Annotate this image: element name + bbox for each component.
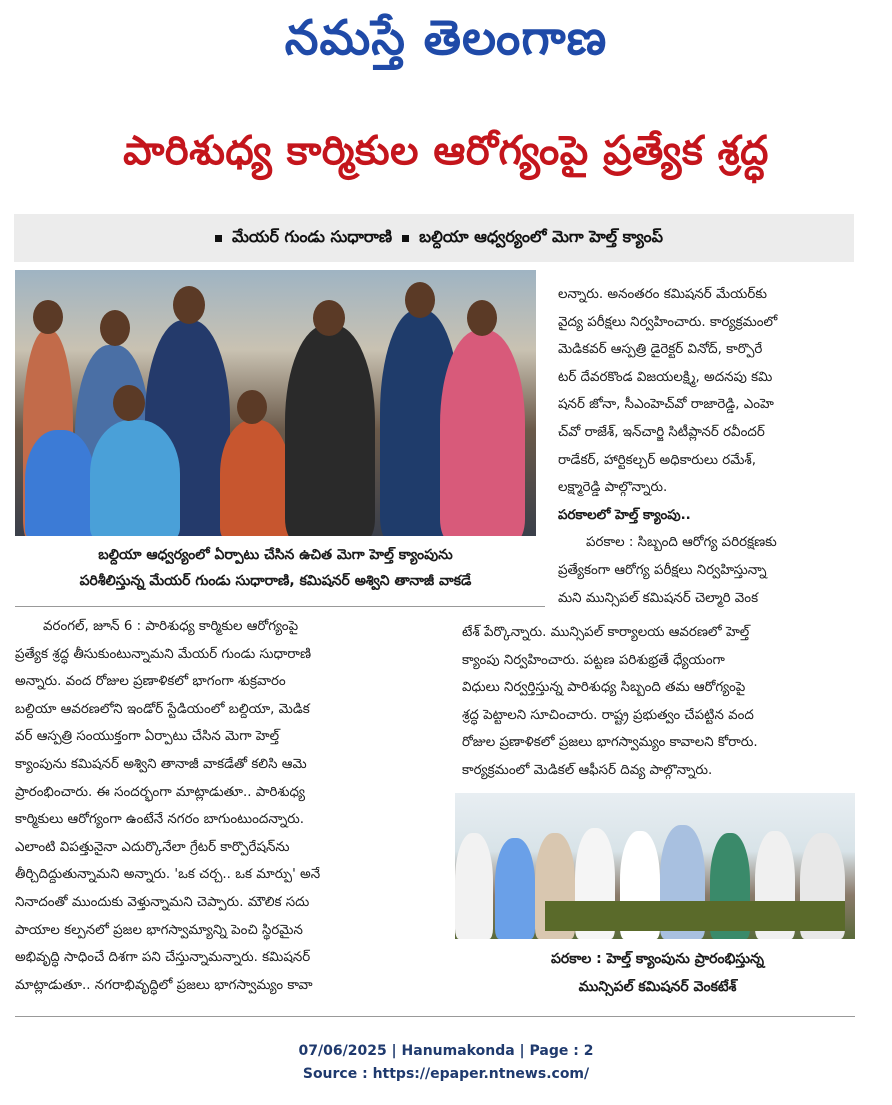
text-line: క్యాంపును కమిషనర్ అశ్విని తానాజీ వాకడేతో కలిసి ఆమె — [15, 756, 307, 772]
article-column-right-bottom — [462, 619, 857, 785]
text-line: విధులు నిర్వర్తిస్తున్న పారిశుధ్య సిబ్బంది తమ ఆరోగ్యంపై — [462, 680, 746, 696]
subheadline-bar — [14, 214, 854, 262]
text-line: పరకాల : సిబ్బంది ఆరోగ్య పరిరక్షణకు — [586, 535, 777, 551]
text-line: ఎలాంటి విపత్తునైనా ఎదుర్కొనేలా గ్రేటర్ కార్పొరేషన్‌ను — [15, 839, 290, 855]
caption-line: పరిశీలిస్తున్న మేయర్ గుండు సుధారాణి, కమిషనర్ అశ్విని తానాజీ వాకడే — [79, 573, 472, 589]
masthead-logo: నమస్తే తెలంగాణ — [284, 10, 608, 66]
text-line: పాయాల కల్పనలో ప్రజల భాగస్వామ్యాన్ని పెంచి స్థిరమైన — [15, 922, 303, 938]
caption-line: బల్దియా ఆధ్వర్యంలో ఏర్పాటు చేసిన ఉచిత మెగా హెల్త్ క్యాంపును — [98, 547, 453, 563]
text-line: లక్ష్మారెడ్డి పాల్గొన్నారు. — [558, 480, 668, 496]
bullet-icon — [215, 235, 222, 242]
text-line: ప్రత్యేకంగా ఆరోగ్య పరీక్షలు నిర్వహిస్తున్నా — [558, 562, 767, 578]
subheadline-item-1: మేయర్ గుండు సుధారాణి — [231, 226, 393, 246]
caption-line: పరకాల : హెల్త్ క్యాంపును ప్రారంభిస్తున్న — [550, 951, 765, 967]
text-line: క్యాంపు నిర్వహించారు. పట్టణ పరిశుభ్రతే ధ్యేయంగా — [462, 652, 725, 668]
text-line: ప్రారంభించారు. ఈ సందర్భంగా మాట్లాడుతూ.. పారిశుధ్య — [15, 784, 305, 800]
text-line: లన్నారు. అనంతరం కమిషనర్ మేయర్‌కు — [558, 287, 767, 302]
text-line: బల్దియా ఆవరణలోని ఇండోర్ స్టేడియంలో బల్దియా, మెడిక — [15, 701, 310, 717]
text-line: రోజుల ప్రణాళికలో ప్రజలు భాగస్వామ్యం కావాలని కోరారు. — [462, 735, 758, 751]
divider — [15, 1016, 855, 1017]
text-line: షనర్ జోనా, సీఎంహెచ్‌వో రాజారెడ్డి, ఎంహె — [558, 397, 774, 413]
text-line: అభివృద్ధి సాధించే దిశగా పని చేస్తున్నామన్నారు. కమిషనర్ — [15, 950, 311, 966]
caption-line: మున్సిపల్ కమిషనర్ వెంకటేశ్ — [578, 979, 737, 995]
text-line: వరంగల్, జూన్ 6 : పారిశుధ్య కార్మికుల ఆరోగ్యంపై — [43, 619, 299, 634]
text-line: వర్ ఆస్పత్రి సంయుక్తంగా ఏర్పాటు చేసిన మెగా హెల్త్ — [15, 729, 280, 745]
text-line: అన్నారు. వంద రోజుల ప్రణాళికలో భాగంగా శుక్రవారం — [15, 674, 286, 690]
text-line: తీర్చిదిద్దుతున్నామని అన్నారు. 'ఒక చర్చ.. ఒక మార్పు' అనే — [15, 867, 321, 883]
footer-source-link[interactable]: Source : https://epaper.ntnews.com/ — [302, 1066, 590, 1082]
bullet-icon — [402, 235, 409, 242]
text-line: కార్మికులు ఆరోగ్యంగా ఉంటేనే నగరం బాగుంటుందన్నారు. — [15, 812, 305, 828]
section-subhead: పరకాలలో హెల్త్ క్యాంపు.. — [558, 507, 691, 523]
text-line: వైద్య పరీక్షలు నిర్వహించారు. కార్యక్రమంలో — [558, 314, 778, 330]
text-line: మెడికవర్ ఆస్పత్రి డైరెక్టర్ వినోద్, కార్పొరే — [558, 342, 763, 358]
subheadline-item-2: బల్దియా ఆధ్వర్యంలో మెగా హెల్త్ క్యాంప్ — [419, 226, 664, 246]
text-line: రాడేకర్, హార్టికల్చర్ అధికారులు రమేశ్, — [558, 452, 756, 468]
text-line: నినాదంతో ముందుకు వెళ్తున్నామని చెప్పారు. మౌలిక సదు — [15, 894, 310, 910]
text-line: ప్రత్యేక శ్రద్ధ తీసుకుంటున్నామని మేయర్ గుండు సుధారాణి — [15, 646, 312, 662]
text-line: మని మున్సిపల్ కమిషనర్ చెల్మారి వెంక — [558, 590, 759, 606]
divider — [15, 606, 545, 607]
text-line: చ్‌వో రాజేశ్, ఇన్‌చార్జి సిటీప్లానర్ రవీందర్ — [558, 424, 765, 440]
news-photo-health-camp — [15, 270, 536, 536]
photo-caption — [15, 542, 536, 594]
photo-caption — [460, 945, 855, 1001]
text-line: టేశ్ పేర్కొన్నారు. మున్సిపల్ కార్యాలయ ఆవరణలో హెల్త్ — [462, 625, 750, 640]
article-column-left — [15, 613, 455, 999]
text-line: శ్రద్ధ పెట్టాలని సూచించారు. రాష్ట్ర ప్రభుత్వం చేపట్టిన వంద — [462, 707, 754, 723]
text-line: మాట్లాడుతూ.. నగరాభివృద్ధిలో ప్రజలు భాగస్వామ్యం కావా — [15, 977, 313, 993]
headline: పారిశుధ్య కార్మికుల ఆరోగ్యంపై ప్రత్యేక శ్రద్ధ — [123, 128, 769, 174]
text-line: టర్ దేవరకొండ విజయలక్ష్మి, అదనపు కమి — [558, 369, 773, 385]
article-column-right-top — [558, 281, 858, 612]
news-photo-parakala-camp — [455, 793, 855, 939]
text-line: కార్యక్రమంలో మెడికల్ ఆఫీసర్ దివ్య పాల్గొన్నారు. — [462, 762, 713, 778]
footer-date-line: 07/06/2025 | Hanumakonda | Page : 2 — [298, 1043, 594, 1059]
